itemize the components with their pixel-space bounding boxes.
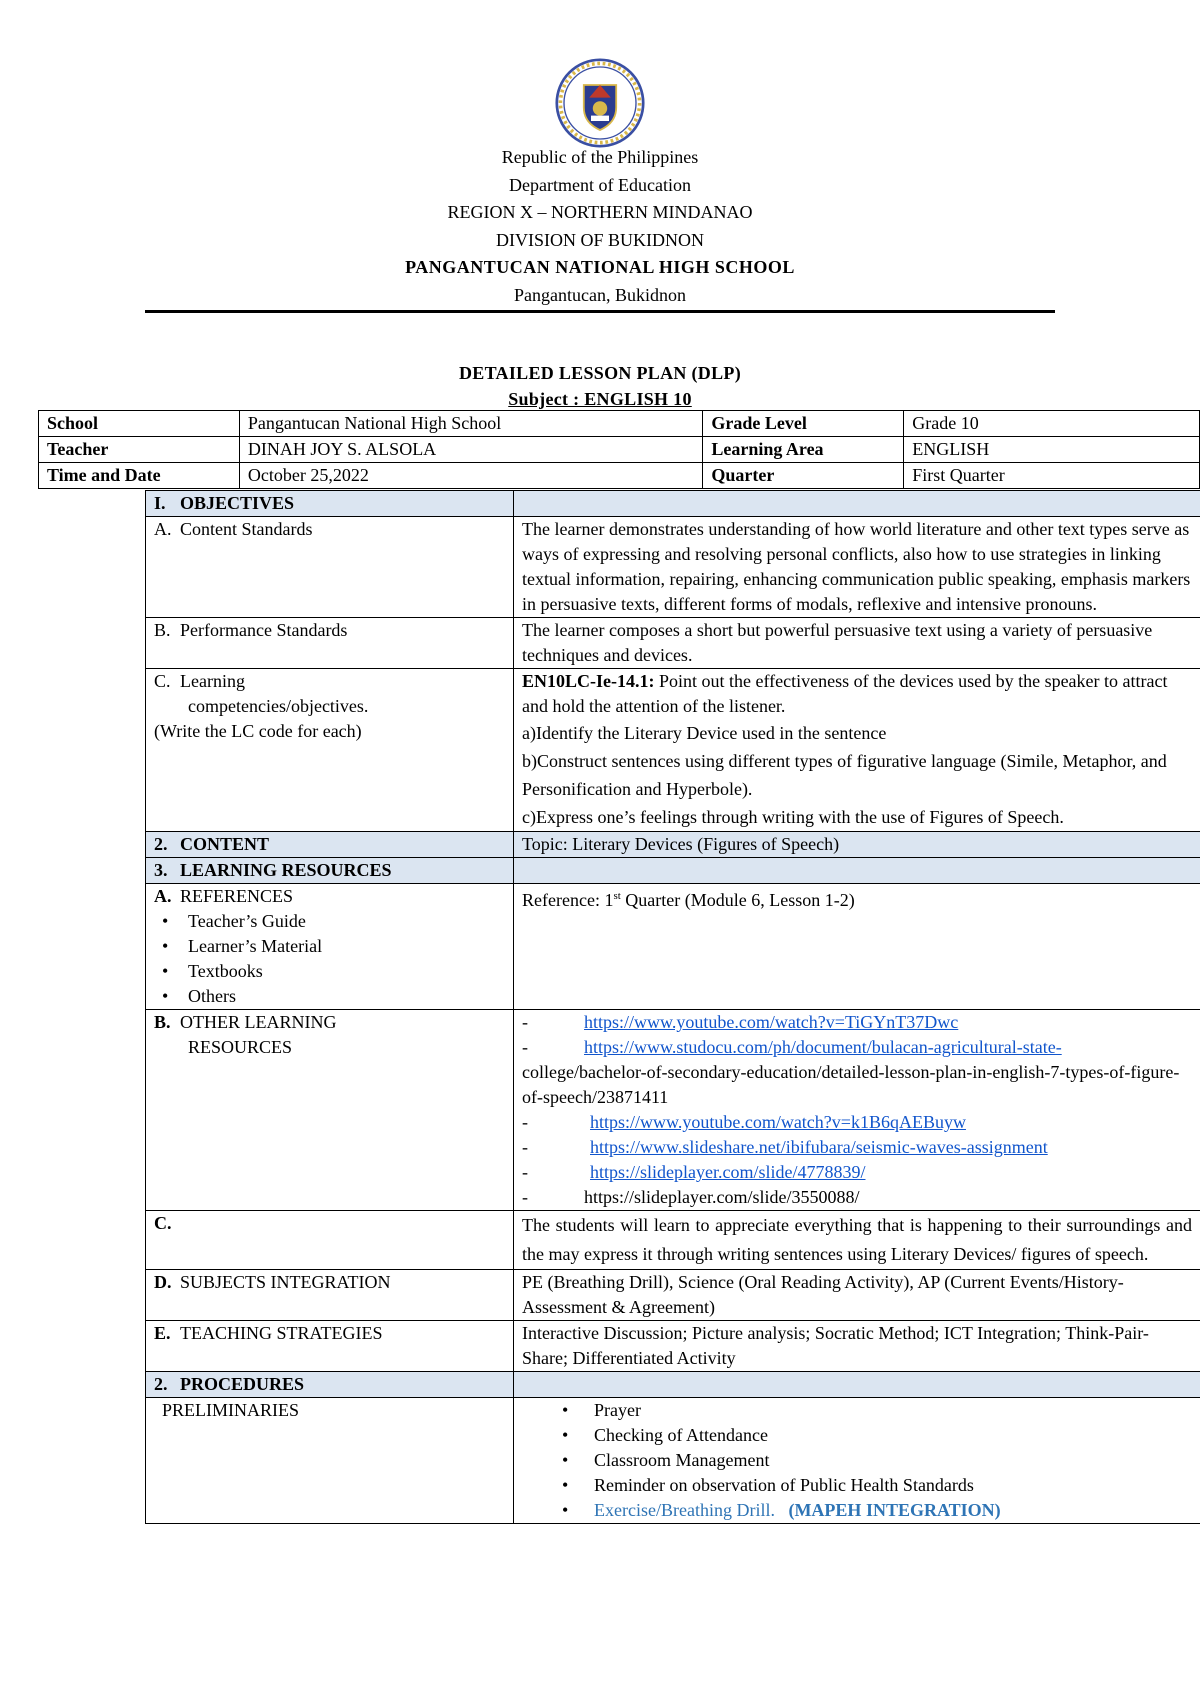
row-letter: E. (154, 1323, 171, 1343)
section-heading-blank (514, 1372, 1200, 1398)
section-row (146, 491, 1200, 517)
dash: - (522, 1162, 528, 1182)
section-heading (146, 1372, 514, 1398)
info-label: Learning Area (703, 437, 904, 463)
lc-code: EN10LC-Ie-14.1: (522, 671, 655, 691)
list-item: • Teacher’s Guide (154, 909, 505, 934)
row-letter: C. (154, 1213, 172, 1233)
section-heading-blank (514, 491, 1200, 517)
lesson-plan-table (145, 490, 1200, 1524)
reference-suffix: Quarter (Module 6, Lesson 1-2) (620, 890, 855, 910)
list-item: • Others (154, 984, 505, 1009)
resource-link[interactable]: https://slideplayer.com/slide/4778839/ (590, 1162, 866, 1182)
info-value: Grade 10 (904, 411, 1200, 437)
school-name: PANGANTUCAN NATIONAL HIGH SCHOOL (405, 257, 795, 277)
letterhead-line: Department of Education (509, 174, 691, 195)
table-row (146, 1211, 1200, 1270)
letterhead-line: REGION X – NORTHERN MINDANAO (447, 202, 753, 222)
row-label (146, 517, 514, 618)
section-row (146, 858, 1200, 884)
row-label (146, 669, 514, 832)
row-label-text: SUBJECTS INTEGRATION (180, 1272, 391, 1292)
info-label: School (39, 411, 240, 437)
info-value: ENGLISH (904, 437, 1200, 463)
row-letter: C. (154, 671, 171, 691)
info-value: October 25,2022 (239, 463, 703, 489)
row-label (146, 618, 514, 669)
row-letter: A. (154, 519, 172, 539)
list-item: • Prayer (594, 1398, 1192, 1423)
row-label (146, 884, 514, 1010)
dash: - (522, 1037, 528, 1057)
table-row (146, 618, 1200, 669)
list-item: • Learner’s Material (154, 934, 505, 959)
letterhead-line: DIVISION OF BUKIDNON (496, 229, 704, 250)
values-integration-text: The students will learn to appreciate everything that is happening to their surroundings and the may express it through writing sentences using Literary Devices/ figures of speech. (514, 1211, 1200, 1270)
reference-superscript: st (613, 890, 621, 902)
references-list (154, 909, 505, 1009)
row-label (146, 1270, 514, 1321)
reference-prefix: Reference: 1 (522, 890, 614, 910)
table-row (146, 1010, 1200, 1211)
info-label: Quarter (703, 463, 904, 489)
table-row (146, 1398, 1200, 1524)
reference-text (514, 884, 1200, 1010)
section-label: CONTENT (180, 834, 270, 854)
lc-code-text: Point out the effectiveness of the devices used by the speaker to attract and hold the attention of the listener. (522, 671, 1168, 716)
resource-link[interactable]: https://www.youtube.com/watch?v=TiGYnT37Dwc (584, 1012, 959, 1032)
document-title (0, 360, 1200, 412)
info-value: DINAH JOY S. ALSOLA (239, 437, 703, 463)
dash: - (522, 1112, 528, 1132)
list-item: • Checking of Attendance (594, 1423, 1192, 1448)
header-divider (145, 310, 1055, 313)
info-value: Pangantucan National High School (239, 411, 703, 437)
info-table (38, 410, 1200, 489)
row-letter: B. (154, 620, 171, 640)
resource-link[interactable]: https://www.studocu.com/ph/document/bulacan-agricultural-state- (584, 1037, 1062, 1057)
resource-url-text: https://slideplayer.com/slide/3550088/ (584, 1187, 860, 1207)
row-label-text: Performance Standards (180, 620, 348, 640)
mapeh-integration-label: (MAPEH INTEGRATION) (788, 1500, 1001, 1520)
info-value: First Quarter (904, 463, 1200, 489)
row-label-text: Learning (180, 671, 245, 691)
section-row (146, 832, 1200, 858)
row-label-text: Content Standards (180, 519, 313, 539)
school-location: Pangantucan, Bukidnon (514, 284, 686, 305)
list-item: • Classroom Management (594, 1448, 1192, 1473)
section-heading (146, 858, 514, 884)
subjects-integration-text: PE (Breathing Drill), Science (Oral Reading Activity), AP (Current Events/History-Assessment & Agreement) (514, 1270, 1200, 1321)
dash: - (522, 1187, 528, 1207)
list-item: • Reminder on observation of Public Health Standards (594, 1473, 1192, 1498)
performance-standards-text: The learner composes a short but powerful persuasive text using a variety of persuasive techniques and devices. (514, 618, 1200, 669)
competencies-cell (514, 669, 1200, 832)
objective-a: a)Identify the Literary Device used in the sentence (522, 723, 887, 743)
section-row (146, 1372, 1200, 1398)
row-label (146, 1010, 514, 1211)
row-label-text: REFERENCES (180, 886, 294, 906)
info-label: Teacher (39, 437, 240, 463)
row-label (146, 1211, 514, 1270)
row-letter: A. (154, 886, 172, 906)
row-letter: B. (154, 1012, 171, 1032)
section-number: 3. (154, 860, 168, 880)
objective-b: b)Construct sentences using different types of figurative language (Simile, Metaphor, and Personification and Hyperbole). (522, 751, 1167, 799)
teaching-strategies-text: Interactive Discussion; Picture analysis; Socratic Method; ICT Integration; Think-Pair-Share; Differentiated Activity (514, 1321, 1200, 1372)
section-label: PROCEDURES (180, 1374, 305, 1394)
content-topic: Topic: Literary Devices (Figures of Speech) (514, 832, 1200, 858)
section-label: LEARNING RESOURCES (180, 860, 392, 880)
row-label-text: OTHER LEARNING (180, 1012, 337, 1032)
table-row (146, 1270, 1200, 1321)
dash: - (522, 1137, 528, 1157)
section-number: 2. (154, 834, 168, 854)
row-label-note: (Write the LC code for each) (154, 721, 362, 741)
section-label: OBJECTIVES (180, 493, 295, 513)
resource-link[interactable]: https://www.slideshare.net/ibifubara/seismic-waves-assignment (590, 1137, 1048, 1157)
table-row (146, 517, 1200, 618)
preliminaries-list (522, 1398, 1192, 1523)
deped-seal-logo (555, 58, 645, 148)
letterhead (0, 144, 1200, 309)
section-heading (146, 491, 514, 517)
table-row (146, 1321, 1200, 1372)
preliminaries-cell (514, 1398, 1200, 1524)
section-heading-blank (514, 858, 1200, 884)
objective-c: c)Express one’s feelings through writing with the use of Figures of Speech. (522, 807, 1064, 827)
row-label-text: TEACHING STRATEGIES (180, 1323, 383, 1343)
table-row (146, 884, 1200, 1010)
list-item: • Textbooks (154, 959, 505, 984)
section-heading (146, 832, 514, 858)
breathing-drill-text: Exercise/Breathing Drill. (594, 1500, 775, 1520)
info-label: Time and Date (39, 463, 240, 489)
row-label-text: RESOURCES (188, 1037, 293, 1057)
table-row (146, 669, 1200, 832)
row-letter: D. (154, 1272, 172, 1292)
section-number: 2. (154, 1374, 168, 1394)
preliminaries-label: PRELIMINARIES (146, 1398, 514, 1524)
row-label-text: competencies/objectives. (188, 696, 369, 716)
section-number: I. (154, 493, 166, 513)
resource-link[interactable]: https://www.youtube.com/watch?v=k1B6qAEBuyw (590, 1112, 966, 1132)
list-item (594, 1498, 1192, 1523)
content-standards-text: The learner demonstrates understanding of how world literature and other text types serve as ways of expressing and resolving personal conflicts, also how to use strategies in linking textual information, repairing, enhancing communication public speaking, emphasis markers in persuasive texts, different forms of modals, reflexive and intensive pronouns. (514, 517, 1200, 618)
resource-link-continued: college/bachelor-of-secondary-education/detailed-lesson-plan-in-english-7-types-of-figure-of-speech/23871411 (522, 1062, 1180, 1107)
letterhead-line: Republic of the Philippines (501, 147, 699, 167)
other-resources-cell (514, 1010, 1200, 1211)
dlp-title: DETAILED LESSON PLAN (DLP) (458, 363, 741, 383)
dash: - (522, 1012, 528, 1032)
row-label (146, 1321, 514, 1372)
info-label: Grade Level (703, 411, 904, 437)
subject-line: Subject : ENGLISH 10 (508, 389, 692, 409)
